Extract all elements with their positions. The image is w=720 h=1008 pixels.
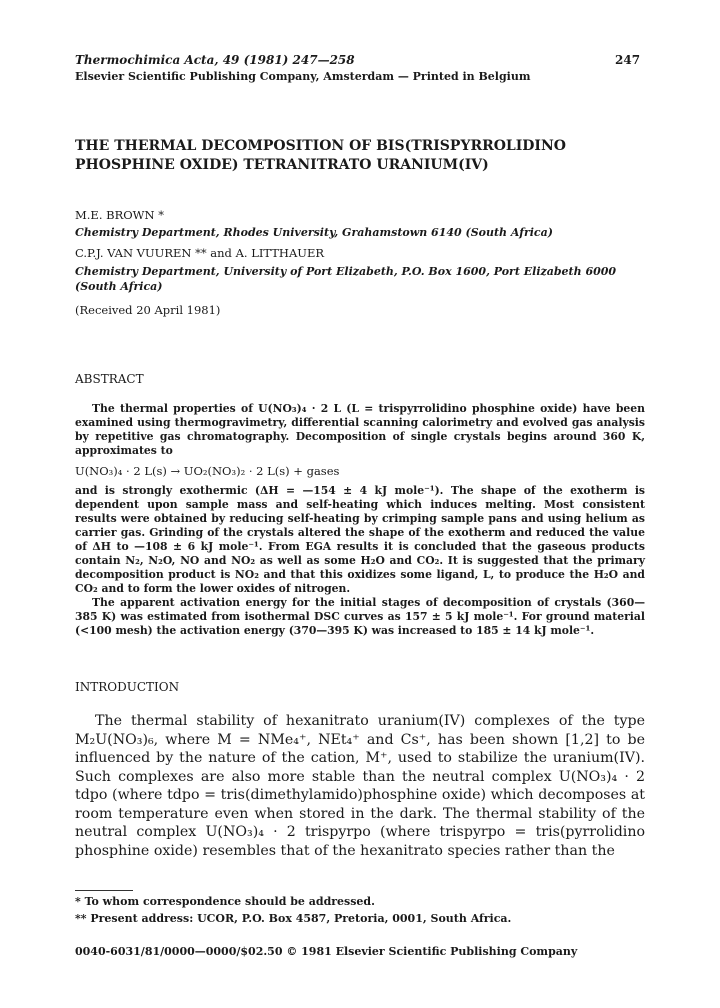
journal-citation: Thermochimica Acta, 49 (1981) 247—258 (75, 53, 355, 67)
abstract-paragraph-1: The thermal properties of U(NO₃)₄ · 2 L (L = trispyrrolidino phosphine oxide) have been examined using thermogravimetry, differential scanning calorimetry and evolved gas analysis by repetitive gas chromatography. Decomposition of single crystals begins around 360 K, approximates to (75, 402, 645, 457)
abstract-body (75, 402, 645, 638)
affiliation-2: Chemistry Department, University of Port Elizabeth, P.O. Box 1600, Port Elizabeth 6000 (South Africa) (75, 265, 617, 293)
title-line-2: PHOSPHINE OXIDE) TETRANITRATO URANIUM(IV) (75, 157, 489, 173)
footnote-divider (75, 890, 133, 891)
abstract-heading: ABSTRACT (75, 372, 144, 386)
copyright-footer: 0040-6031/81/0000—0000/$02.50 © 1981 Elsevier Scientific Publishing Company (75, 945, 578, 958)
article-title (75, 137, 655, 175)
author-1: M.E. BROWN * (75, 208, 164, 222)
abstract-paragraph-2: and is strongly exothermic (ΔH = —154 ± 4 kJ mole⁻¹). The shape of the exotherm is dependent upon sample mass and self-heating which induces melting. Most consistent results were obtained by reducing self-heating by crimping sample pans and using helium as carrier gas. Grinding of the crystals altered the shape of the exotherm and reduced the value of ΔH to —108 ± 6 kJ mole⁻¹. From EGA results it is concluded that the gaseous products contain N₂, N₂O, NO and NO₂ as well as some H₂O and CO₂. It is suggested that the primary decomposition product is NO₂ and that this oxidizes some ligand, L, to produce the H₂O and CO₂ and to form the lower oxides of nitrogen. (75, 484, 645, 595)
title-line-1: THE THERMAL DECOMPOSITION OF BIS(TRISPYRROLIDINO (75, 138, 566, 154)
decomposition-equation: U(NO₃)₄ · 2 L(s) → UO₂(NO₃)₂ · 2 L(s) + gases (75, 464, 340, 478)
introduction-paragraph: The thermal stability of hexanitrato uranium(IV) complexes of the type M₂U(NO₃)₆, where M = NMe₄⁺, NEt₄⁺ and Cs⁺, has been shown [1,2] to be influenced by the nature of the cation, M⁺, used to stabilize the uranium(IV). Such complexes are also more stable than the neutral complex U(NO₃)₄ · 2 tdpo (where tdpo = tris(dimethylamido)phosphine oxide) which decomposes at room temperature even when stored in the dark. The thermal stability of the neutral complex U(NO₃)₄ · 2 trispyrpo (where trispyrpo = tris(pyrrolidino phosphine oxide) resembles that of the hexanitrato species rather than the (75, 713, 645, 859)
page-number: 247 (615, 53, 641, 67)
introduction-heading: INTRODUCTION (75, 680, 180, 694)
received-date: (Received 20 April 1981) (75, 303, 221, 317)
introduction-body (75, 712, 645, 860)
author-2: C.P.J. VAN VUUREN ** and A. LITTHAUER (75, 246, 325, 260)
footnote-1: * To whom correspondence should be addressed. (75, 895, 375, 908)
affiliation-1: Chemistry Department, Rhodes University, Grahamstown 6140 (South Africa) (75, 226, 553, 239)
abstract-paragraph-3: The apparent activation energy for the initial stages of decomposition of crystals (360—385 K) was estimated from isothermal DSC curves as 157 ± 5 kJ mole⁻¹. For ground material (<100 mesh) the activation energy (370—395 K) was increased to 185 ± 14 kJ mole⁻¹. (75, 596, 645, 637)
publisher-line: Elsevier Scientific Publishing Company, Amsterdam — Printed in Belgium (75, 70, 531, 83)
footnote-2: ** Present address: UCOR, P.O. Box 4587, Pretoria, 0001, South Africa. (75, 912, 512, 925)
